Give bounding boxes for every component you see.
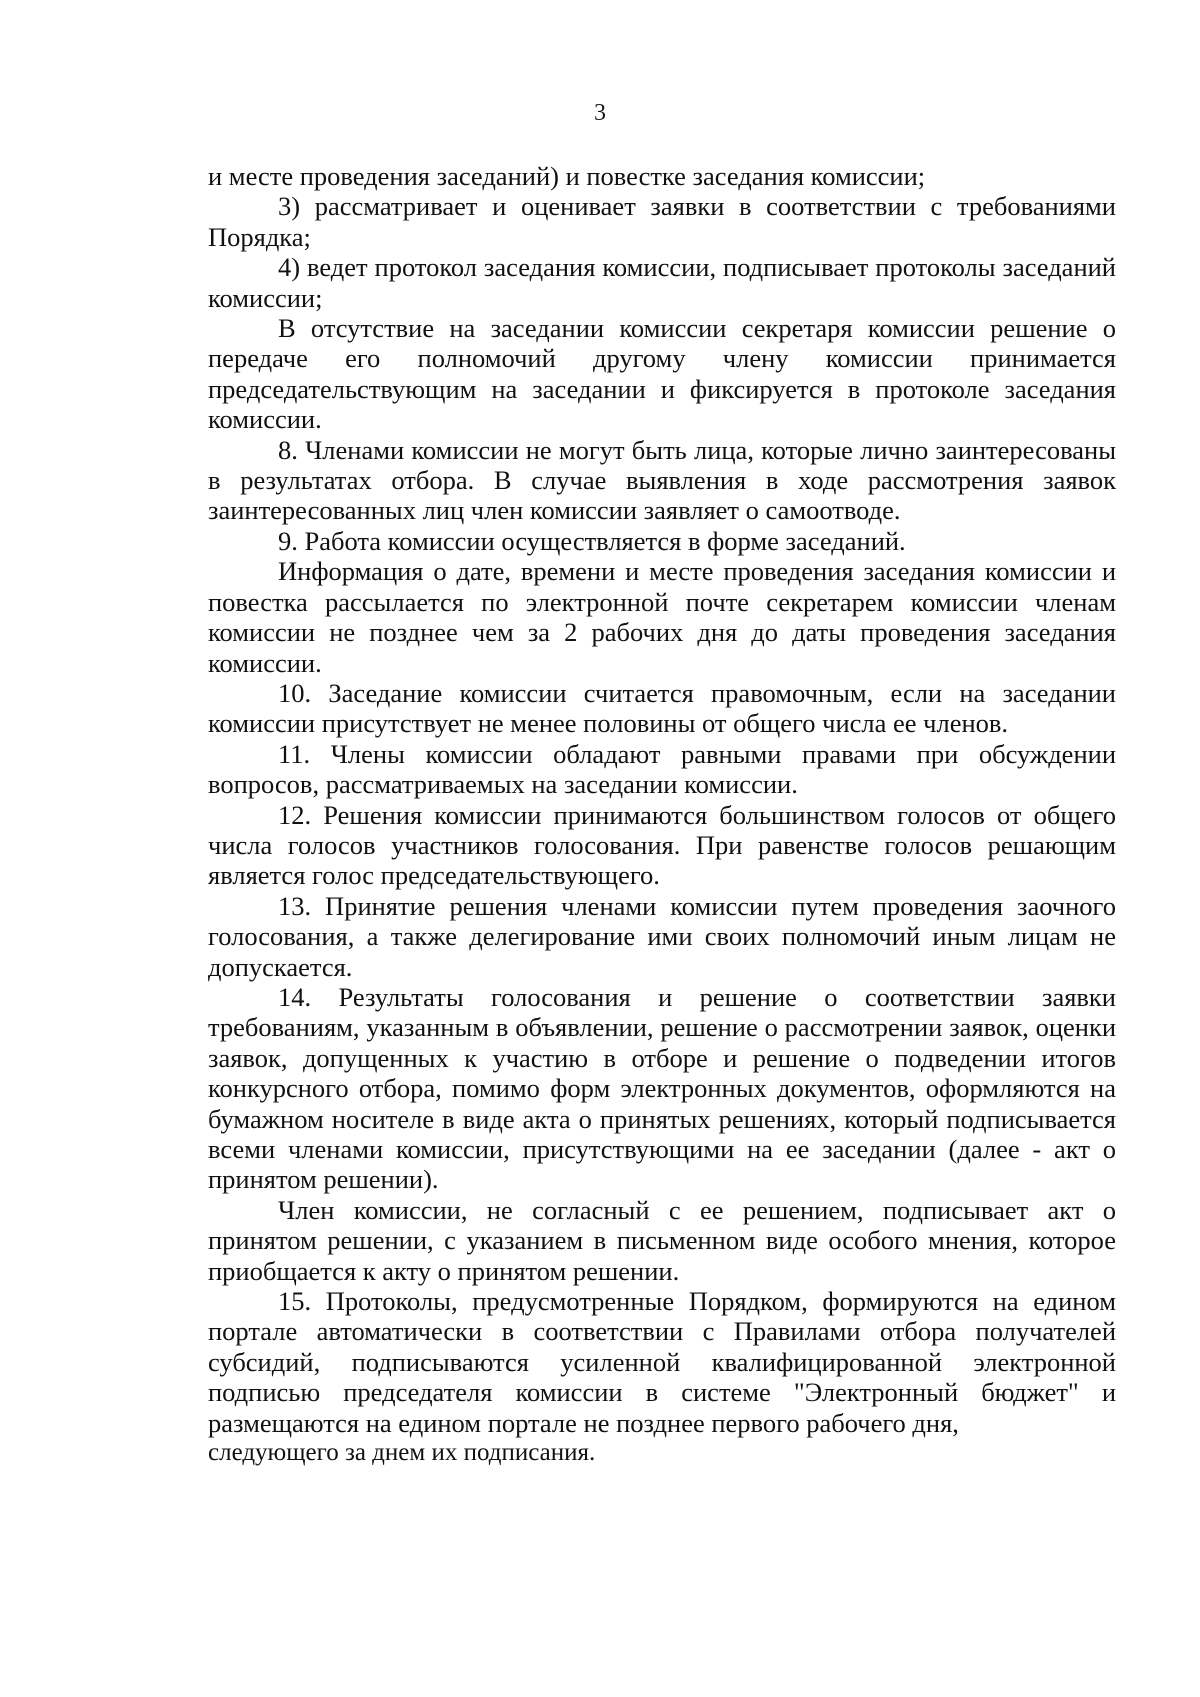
paragraph-meeting-info: Информация о дате, времени и месте проведения заседания комиссии и повестка рассылается по электронной почте секретарем комиссии членам комиссии не позднее чем за 2 рабочих дня до даты проведения заседания комиссии. [208, 556, 1116, 678]
paragraph-13: 13. Принятие решения членами комиссии путем проведения заочного голосования, а также делегирование ими своих полномочий иным лицам не допускается. [208, 890, 1116, 982]
document-body [208, 161, 1116, 1468]
paragraph-8: 8. Членами комиссии не могут быть лица, которые лично заинтересованы в результатах отбора. В случае выявления в ходе рассмотрения заявок заинтересованных лиц член комиссии заявляет о самоотводе. [208, 434, 1116, 526]
paragraph-11: 11. Члены комиссии обладают равными правами при обсуждении вопросов, рассматриваемых на заседании комиссии. [208, 738, 1116, 800]
paragraph-15: 15. Протоколы, предусмотренные Порядком, формируются на едином портале автоматически в соответствии с Правилами отбора получателей субсидий, подписываются усиленной квалифицированной электронной подписью председателя комиссии в системе "Электронный бюджет" и размещаются на едином портале не позднее первого рабочего дня, [208, 1286, 1116, 1438]
paragraph-15-final-line: следующего за днем их подписания. [208, 1439, 596, 1467]
page-number: 3 [594, 100, 606, 126]
paragraph-item-4: 4) ведет протокол заседания комиссии, подписывает протоколы заседаний комиссии; [208, 252, 1116, 313]
paragraph-12: 12. Решения комиссии принимаются большинством голосов от общего числа голосов участников голосования. При равенстве голосов решающим является голос председательствующего. [208, 799, 1116, 891]
paragraph-10: 10. Заседание комиссии считается правомочным, если на заседании комиссии присутствует не менее половины от общего числа ее членов. [208, 677, 1116, 739]
paragraph-14: 14. Результаты голосования и решение о соответствии заявки требованиям, указанным в объявлении, решение о рассмотрении заявок, оценки заявок, допущенных к участию в отборе и решение о подведении итогов конкурсного отбора, помимо форм электронных документов, оформляются на бумажном носителе в виде акта о принятых решениях, который подписывается всеми членами комиссии, присутствующими на ее заседании (далее - акт о принятом решении). [208, 981, 1116, 1195]
paragraph-continuation: и месте проведения заседаний) и повестке заседания комиссии; [208, 161, 926, 191]
paragraph-secretary-absence: В отсутствие на заседании комиссии секретаря комиссии решение о передаче его полномочий другому члену комиссии принимается председательствующим на заседании и фиксируется в протоколе заседания комиссии. [208, 313, 1116, 435]
paragraph-item-3: 3) рассматривает и оценивает заявки в соответствии с требованиями Порядка; [208, 191, 1116, 252]
paragraph-dissent: Член комиссии, не согласный с ее решением, подписывает акт о принятом решении, с указанием в письменном виде особого мнения, которое приобщается к акту о принятом решении. [208, 1194, 1116, 1286]
paragraph-9: 9. Работа комиссии осуществляется в форме заседаний. [278, 525, 906, 556]
